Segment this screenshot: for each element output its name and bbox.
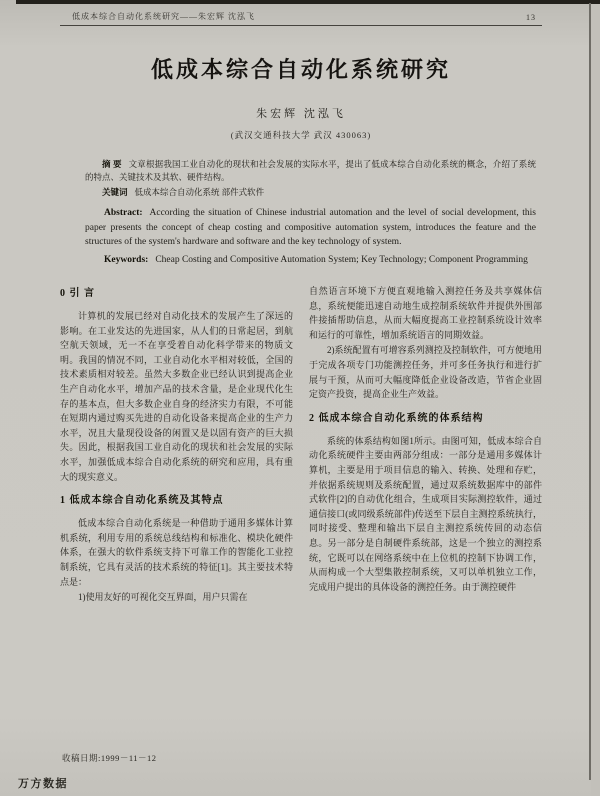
page-number: 13 — [526, 13, 536, 22]
right-column — [309, 284, 542, 606]
keywords-cn-text: 低成本综合自动化系统 部件式软件 — [134, 187, 265, 197]
body-columns — [60, 284, 542, 606]
section-0-heading: 0 引 言 — [60, 288, 95, 299]
abstract-en-label: Abstract: — [104, 208, 143, 218]
right-item-2: 2)系统配置有可增容系列测控及控制软件，可方便地用于完成各项专门功能测控任务，并可多任务执行和进行扩展与干预，从而可大幅度降低企业设备改造，节省企业固定资产投资，提高企业生产效益。 — [309, 345, 542, 400]
scan-right-edge — [589, 3, 591, 780]
section-2-text: 系统的体系结构如图1所示。由图可知，低成本综合自动化系统硬件主要由两部分组成：一部分是通用多媒体计算机，主要是用于项目信息的输入、转换、处理和存贮，并依据系统规则及系统配置，通过双系统数据库中的部件式软件[2]的自动优化组合，生成项目实际测控软件，通过通信接口(或同级系统部件)传送至下层自主测控系统执行，同时接受、整理和输出下层自主测控系统传回的动态信息。另一部分是自制硬件系统部，这是一个独立的测控系统，它既可以在网络系统中在上位机的控制下协调工作，从而构成一个大型集散控制系统，又可以单机独立工作，完成用户提出的具体设备的测控任务。由于测控硬件 — [309, 435, 542, 592]
abstract-block — [85, 158, 536, 267]
abstract-cn-label: 摘 要 — [102, 159, 122, 169]
authors: 朱宏辉 沈泓飞 — [256, 108, 346, 120]
section-1-text: 低成本综合自动化系统是一种借助于通用多媒体计算机系统，利用专用的系统总线结构和标准化、模块化硬件体系，在强大的软件系统支持下可靠工作的智能化工业控制系统，它具有灵活的技术系统的特征[1]。其主要技术特点是： — [60, 518, 293, 587]
section-0-text: 计算机的发展已经对自动化技术的发展产生了深远的影响。在工业发达的先进国家，从人们的日常起居，到航空航天领域，无一不在享受着自动化科学带来的物质文明。我国的情况不同，工业自动化水平相对较低，全国的技术素质相对较差。虽然大多数企业已经认识到提高企业生产自动化水平，增加产品的技术含量，是企业现代化生存的基本点，但大多数企业自身的经济实力有限，不可能在短期内通过购买先进的自动化设备来提高企业的生产力水平，况且大量现役设备的闲置又是以固有资产的巨大损失。因此，根据我国工业自动化的现状和社会发展的实际水平，加强低成本综合自动化系统的研究和应用，具有重大的现实意义。 — [60, 311, 293, 482]
abstract-en — [85, 206, 536, 250]
header-rule — [60, 25, 542, 26]
section-1-item-1: 1)使用友好的可视化交互界面，用户只需在 — [78, 592, 248, 603]
keywords-cn — [85, 186, 536, 199]
section-2-heading: 2 低成本综合自动化系统的体系结构 — [309, 412, 484, 424]
left-column — [60, 284, 293, 606]
abstract-cn-text: 文章根据我国工业自动化的现状和社会发展的实际水平，提出了低成本综合自动化系统的概念，介绍了系统的特点、关键技术及其软、硬件结构。 — [85, 159, 536, 182]
right-continuation-text: 自然语言环境下方便直观地输入测控任务及共享媒体信息，系统便能迅速自动地生成控制系统软件并提供外围部件接插帮助信息，从而大幅度提高工业控制系统设计效率和运行的可靠性，增加系统语言的同期效益。 — [309, 286, 542, 340]
database-watermark: 万方数据 — [18, 778, 68, 790]
scan-right-margin — [591, 0, 600, 796]
keywords-en-label: Keywords: — [104, 254, 149, 265]
page-content — [60, 0, 542, 606]
keywords-cn-label: 关键词 — [102, 187, 128, 197]
running-header — [60, 11, 542, 22]
affiliation: (武汉交通科技大学 武汉 430063) — [230, 130, 372, 140]
abstract-en-text: According the situation of Chinese industrial automation and the level of social development, this paper presents the concept of cheap costing and compositive automation system, introduces the feature and the structures of the system's hardware and software and the key technology of system. — [85, 208, 536, 247]
abstract-cn — [85, 158, 536, 184]
paper-title: 低成本综合自动化系统研究 — [150, 57, 451, 82]
keywords-en-text: Cheap Costing and Compositive Automation System; Key Technology; Component Programming — [155, 254, 528, 265]
section-1-heading: 1 低成本综合自动化系统及其特点 — [60, 495, 224, 507]
received-date: 收稿日期:1999－11－12 — [62, 753, 157, 763]
running-title: 低成本综合自动化系统研究——朱宏辉 沈泓飞 — [72, 12, 255, 21]
keywords-en — [85, 253, 536, 268]
